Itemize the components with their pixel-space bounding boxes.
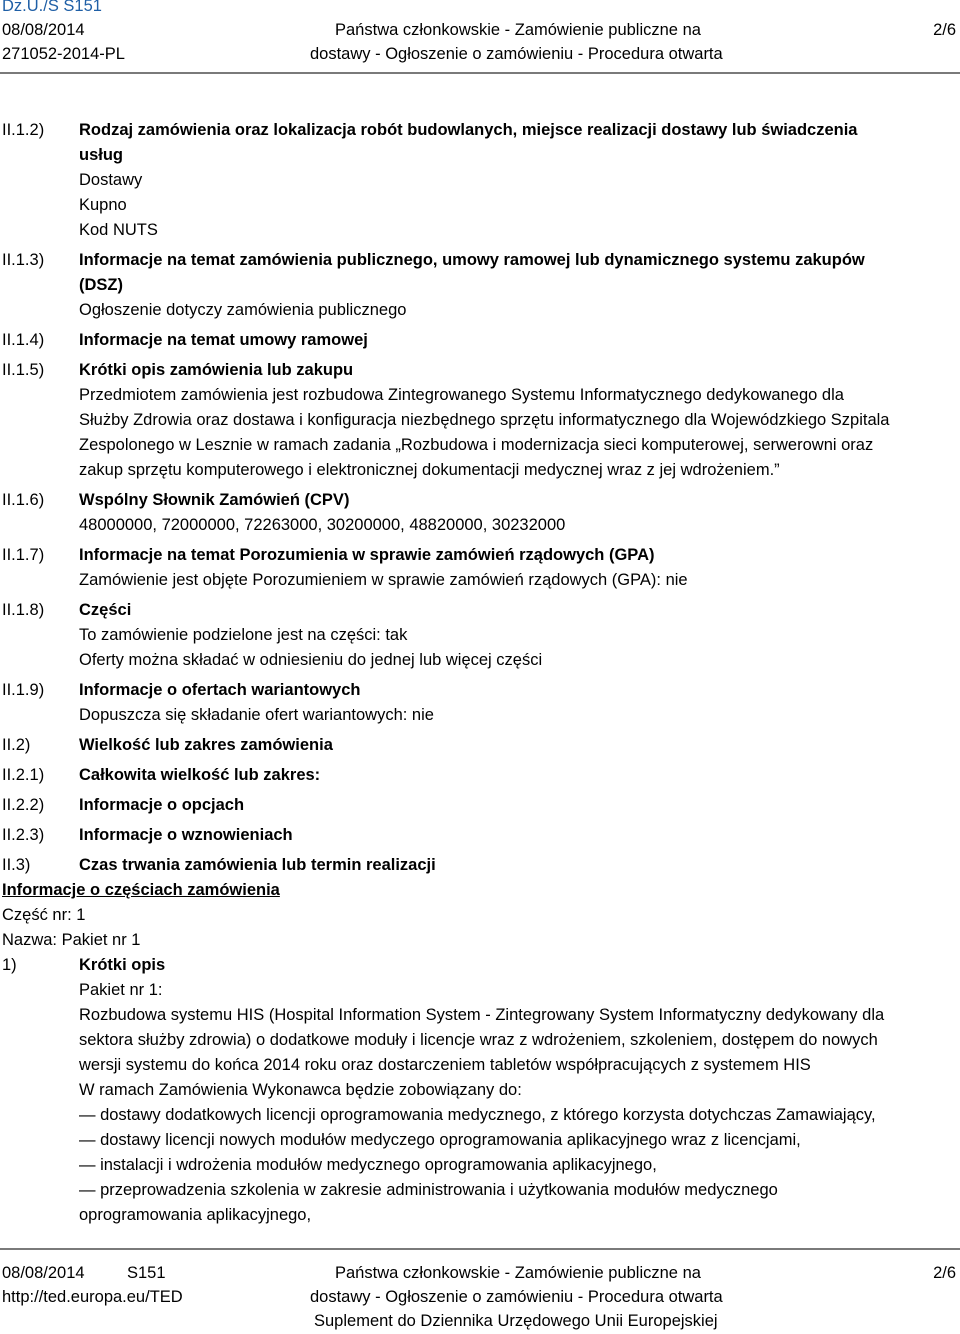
footer-title-line1: Państwa członkowskie - Zamówienie publiczne na bbox=[335, 1264, 701, 1282]
section-heading: usług bbox=[79, 146, 123, 164]
section-heading: Całkowita wielkość lub zakres: bbox=[79, 766, 321, 784]
section-text: Przedmiotem zamówienia jest rozbudowa Zintegrowanego Systemu Informatycznego dedykowanego dla bbox=[79, 386, 844, 404]
part-item-text: — dostawy licencji nowych modułów medyczego oprogramowania aplikacyjnego wraz z licencjami, bbox=[79, 1131, 801, 1149]
part-item-text: Pakiet nr 1: bbox=[79, 981, 163, 999]
part-item-text: W ramach Zamówienia Wykonawca będzie zobowiązany do: bbox=[79, 1081, 522, 1099]
section-text: Oferty można składać w odniesieniu do jednej lub więcej części bbox=[79, 651, 543, 669]
section-number: II.2.2) bbox=[2, 796, 45, 814]
section-body bbox=[79, 853, 954, 878]
section-heading: Informacje na temat Porozumienia w sprawie zamówień rządowych (GPA) bbox=[79, 546, 655, 564]
section-text: 48000000, 72000000, 72263000, 30200000, 48820000, 30232000 bbox=[79, 516, 566, 534]
section-number: II.1.5) bbox=[2, 361, 45, 379]
section-heading: Czas trwania zamówienia lub termin realizacji bbox=[79, 856, 436, 874]
section-number: II.1.6) bbox=[2, 491, 45, 509]
header-title-line2: dostawy - Ogłoszenie o zamówieniu - Procedura otwarta bbox=[310, 45, 723, 63]
footer-date: 08/08/2014 bbox=[2, 1264, 85, 1282]
header-page-number: 2/6 bbox=[933, 21, 956, 39]
section-heading: Części bbox=[79, 601, 132, 619]
footer-title-line2: dostawy - Ogłoszenie o zamówieniu - Procedura otwarta bbox=[310, 1288, 723, 1306]
section-body bbox=[79, 823, 954, 848]
section-text: Kod NUTS bbox=[79, 221, 158, 239]
footer-divider bbox=[0, 1248, 960, 1250]
header-divider bbox=[0, 72, 960, 74]
part-item-text: — instalacji i wdrożenia modułów medycznego oprogramowania aplikacyjnego, bbox=[79, 1156, 657, 1174]
page-footer bbox=[0, 1248, 960, 1334]
section-heading: Informacje na temat umowy ramowej bbox=[79, 331, 368, 349]
section-number: II.1.3) bbox=[2, 251, 45, 269]
section-body bbox=[79, 328, 954, 353]
section-number: II.1.2) bbox=[2, 121, 45, 139]
section-heading: Rodzaj zamówienia oraz lokalizacja robót budowlanych, miejsce realizacji dostawy lub świadczenia bbox=[79, 121, 858, 139]
section-heading: Wielkość lub zakres zamówienia bbox=[79, 736, 333, 754]
journal-ref: Dz.U./S S151 bbox=[2, 0, 102, 15]
section-heading: Krótki opis zamówienia lub zakupu bbox=[79, 361, 354, 379]
section-text: Ogłoszenie dotyczy zamówienia publicznego bbox=[79, 301, 407, 319]
part-item-title: Krótki opis bbox=[79, 956, 166, 974]
section-body bbox=[79, 543, 954, 593]
part-item-text: — przeprowadzenia szkolenia w zakresie administrowania i użytkowania modułów medycznego bbox=[79, 1181, 778, 1199]
section-text: Służby Zdrowia oraz dostawa i konfiguracja niezbędnego sprzętu informatycznego dla Wojewódzkiego Szpitala bbox=[79, 411, 890, 429]
part-item-text: oprogramowania aplikacyjnego, bbox=[79, 1206, 312, 1224]
section-text: Zamówienie jest objęte Porozumieniem w sprawie zamówień rządowych (GPA): nie bbox=[79, 571, 688, 589]
parts-heading: Informacje o częściach zamówienia bbox=[2, 881, 280, 899]
section-number: II.3) bbox=[2, 856, 31, 874]
footer-page-number: 2/6 bbox=[933, 1264, 956, 1282]
header-title-line1: Państwa członkowskie - Zamówienie publiczne na bbox=[335, 21, 701, 39]
section-number: II.2) bbox=[2, 736, 31, 754]
section-number: II.1.4) bbox=[2, 331, 45, 349]
part-item-number: 1) bbox=[2, 956, 17, 974]
section-text: Dostawy bbox=[79, 171, 143, 189]
section-body bbox=[79, 733, 954, 758]
section-number: II.1.9) bbox=[2, 681, 45, 699]
section-heading: (DSZ) bbox=[79, 276, 123, 294]
section-text: zakup sprzętu komputerowego i elektronicznej dokumentacji medycznej wraz z jej wdrożeniem.” bbox=[79, 461, 780, 479]
section-number: II.2.3) bbox=[2, 826, 45, 844]
doc-id: 271052-2014-PL bbox=[2, 45, 125, 63]
footer-url[interactable]: http://ted.europa.eu/TED bbox=[2, 1288, 183, 1306]
part-item-body bbox=[79, 953, 954, 1228]
section-body bbox=[79, 763, 954, 788]
section-body bbox=[79, 248, 954, 323]
footer-title-line3: Suplement do Dziennika Urzędowego Unii Europejskiej bbox=[314, 1312, 718, 1330]
part-item-text: — dostawy dodatkowych licencji oprogramowania medycznego, z którego korzysta dotychczas Zamawiający, bbox=[79, 1106, 876, 1124]
section-body bbox=[79, 488, 954, 538]
section-text: To zamówienie podzielone jest na części: tak bbox=[79, 626, 408, 644]
page-header bbox=[0, 0, 960, 74]
part-name: Nazwa: Pakiet nr 1 bbox=[2, 931, 141, 949]
section-body bbox=[79, 358, 954, 483]
section-text: Kupno bbox=[79, 196, 127, 214]
section-text: Zespolonego w Lesznie w ramach zadania „Rozbudowa i modernizacja sieci komputerowej, serwerowni oraz bbox=[79, 436, 874, 454]
section-body bbox=[79, 598, 954, 673]
section-heading: Informacje o ofertach wariantowych bbox=[79, 681, 361, 699]
section-text: Dopuszcza się składanie ofert wariantowych: nie bbox=[79, 706, 434, 724]
section-heading: Informacje na temat zamówienia publicznego, umowy ramowej lub dynamicznego systemu zakupów bbox=[79, 251, 865, 269]
section-number: II.1.8) bbox=[2, 601, 45, 619]
header-date: 08/08/2014 bbox=[2, 21, 85, 39]
section-body bbox=[79, 118, 954, 243]
section-body bbox=[79, 793, 954, 818]
section-number: II.1.7) bbox=[2, 546, 45, 564]
section-heading: Informacje o opcjach bbox=[79, 796, 245, 814]
part-item-text: sektora służby zdrowia) o dodatkowe moduły i licencje wraz z wdrożeniem, szkoleniem, dostępem do nowych bbox=[79, 1031, 878, 1049]
section-heading: Informacje o wznowieniach bbox=[79, 826, 293, 844]
section-heading: Wspólny Słownik Zamówień (CPV) bbox=[79, 491, 350, 509]
section-number: II.2.1) bbox=[2, 766, 45, 784]
part-item-text: wersji systemu do końca 2014 roku oraz dostarczeniem tabletów współpracujących z systemem HIS bbox=[79, 1056, 811, 1074]
part-number: Część nr: 1 bbox=[2, 906, 86, 924]
part-item-text: Rozbudowa systemu HIS (Hospital Information System - Zintegrowany System Informatyczny dedykowany dla bbox=[79, 1006, 885, 1024]
footer-series: S151 bbox=[127, 1264, 166, 1282]
section-body bbox=[79, 678, 954, 728]
